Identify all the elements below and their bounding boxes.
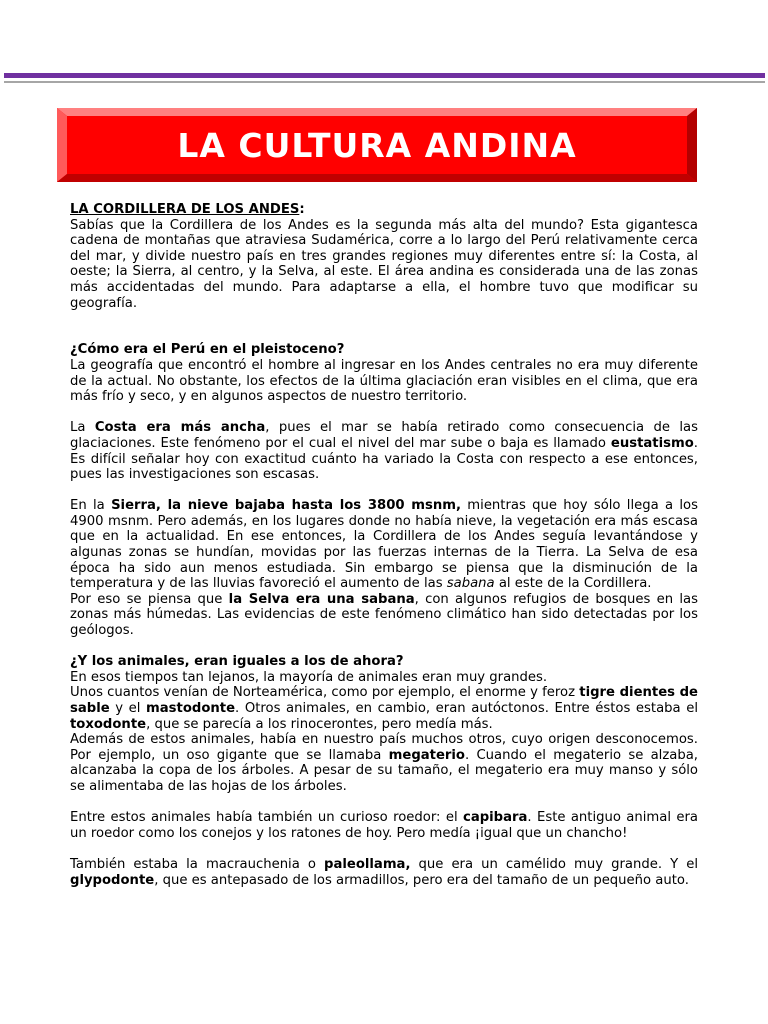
paragraph: Por eso se piensa que la Selva era una sabana, con algunos refugios de bosques en las zonas más húmedas. Las evidencias de este fenómeno climático han sido detectadas por los geólogos. [70, 591, 698, 639]
bold-term: tigre dientes de sable [70, 685, 699, 716]
italic-term: sabana [446, 576, 495, 592]
paragraph: Además de estos animales, había en nuestro país muchos otros, cuyo origen desconocemos. Por ejemplo, un oso gigante que se llamaba megaterio. Cuando el megaterio se alzaba, alcanzaba la copa de los árboles. A pesar de su tamaño, el megaterio era muy manso y sólo se alimentaba de las hojas de los árboles. [70, 732, 698, 794]
bold-term: toxodonte [70, 716, 147, 732]
section-heading: LA CORDILLERA DE LOS ANDES [70, 202, 300, 217]
gray-rule [4, 81, 765, 83]
bold-term: paleollama, [324, 856, 411, 872]
title-banner [57, 108, 697, 182]
paragraph: También estaba la macrauchenia o paleollama, que era un camélido muy grande. Y el glypodonte, que es antepasado de los armadillos, pero era del tamaño de un pequeño auto. [70, 856, 698, 888]
bold-term: capibara [463, 810, 528, 826]
document-body [70, 202, 698, 888]
bold-term: eustatismo [610, 435, 694, 451]
section-heading: ¿Cómo era el Perú en el pleistoceno? [70, 342, 345, 358]
paragraph: En la Sierra, la nieve bajaba hasta los 3800 msnm, mientras que hoy sólo llega a los 4900 msnm. Pero además, en los lugares donde no había nieve, la vegetación era más escasa que en la actualidad. En ese entonces, la Cordillera de los Andes seguía levantándose y algunas zonas se hundían, movidas por las fuerzas internas de la Tierra. La Selva de esa época ha sido aun menos estudiada. Sin embargo se piensa que la disminución de la temperatura y de las lluvias favoreció el aumento de las sabana al este de la Cordillera. [70, 498, 698, 592]
paragraph: La geografía que encontró el hombre al ingresar en los Andes centrales no era muy diferente de la actual. No obstante, los efectos de la última glaciación eran visibles en el clima, que era más frío y seco, y en algunos aspectos de nuestro territorio. [70, 357, 698, 405]
heading-colon: : [299, 202, 305, 217]
paragraph: Entre estos animales había también un curioso roedor: el capibara. Este antiguo animal era un roedor como los conejos y los ratones de hoy. Pero medía ¡igual que un chancho! [70, 810, 698, 841]
section-heading: ¿Y los animales, eran iguales a los de ahora? [70, 654, 404, 670]
bold-term: mastodonte [146, 701, 236, 716]
header-divider [4, 73, 765, 85]
page-title: LA CULTURA ANDINA [177, 125, 577, 165]
bold-term: glypodonte [70, 872, 155, 888]
purple-rule [4, 73, 765, 78]
section-cordillera [70, 202, 698, 218]
paragraph: En esos tiempos tan lejanos, la mayoría de animales eran muy grandes. [70, 669, 548, 685]
bold-term: la Selva era una sabana [228, 591, 415, 607]
paragraph: Sabías que la Cordillera de los Andes es la segunda más alta del mundo? Esta gigantesca cadena de montañas que atraviesa Sudamérica, corre a lo largo del Perú relativamente cerca del mar, y divide nuestro país en tres grandes regiones muy diferentes entre sí: la Costa, al oeste; la Sierra, al centro, y la Selva, al este. El área andina es considerada una de las zonas más accidentadas del mundo. Para adaptarse a ella, el hombre tuvo que modificar su geografía. [70, 217, 698, 311]
paragraph: Unos cuantos venían de Norteamérica, como por ejemplo, el enorme y feroz tigre dientes de sable y el mastodonte. Otros animales, en cambio, eran autóctonos. Entre éstos estaba el toxodonte, que se parecía a los rinocerontes, pero medía más. [70, 685, 699, 732]
bold-term: Sierra, la nieve bajaba hasta los 3800 msnm, [111, 498, 461, 514]
bold-term: Costa era más ancha [94, 420, 266, 436]
paragraph: La Costa era más ancha, pues el mar se había retirado como consecuencia de las glaciaciones. Este fenómeno por el cual el nivel del mar sube o baja es llamado eustatismo. Es difícil señalar hoy con exactitud cuánto ha variado la Costa con respecto a ese entonces, pues las investigaciones son escasas. [70, 420, 698, 483]
bold-term: megaterio [388, 747, 465, 763]
